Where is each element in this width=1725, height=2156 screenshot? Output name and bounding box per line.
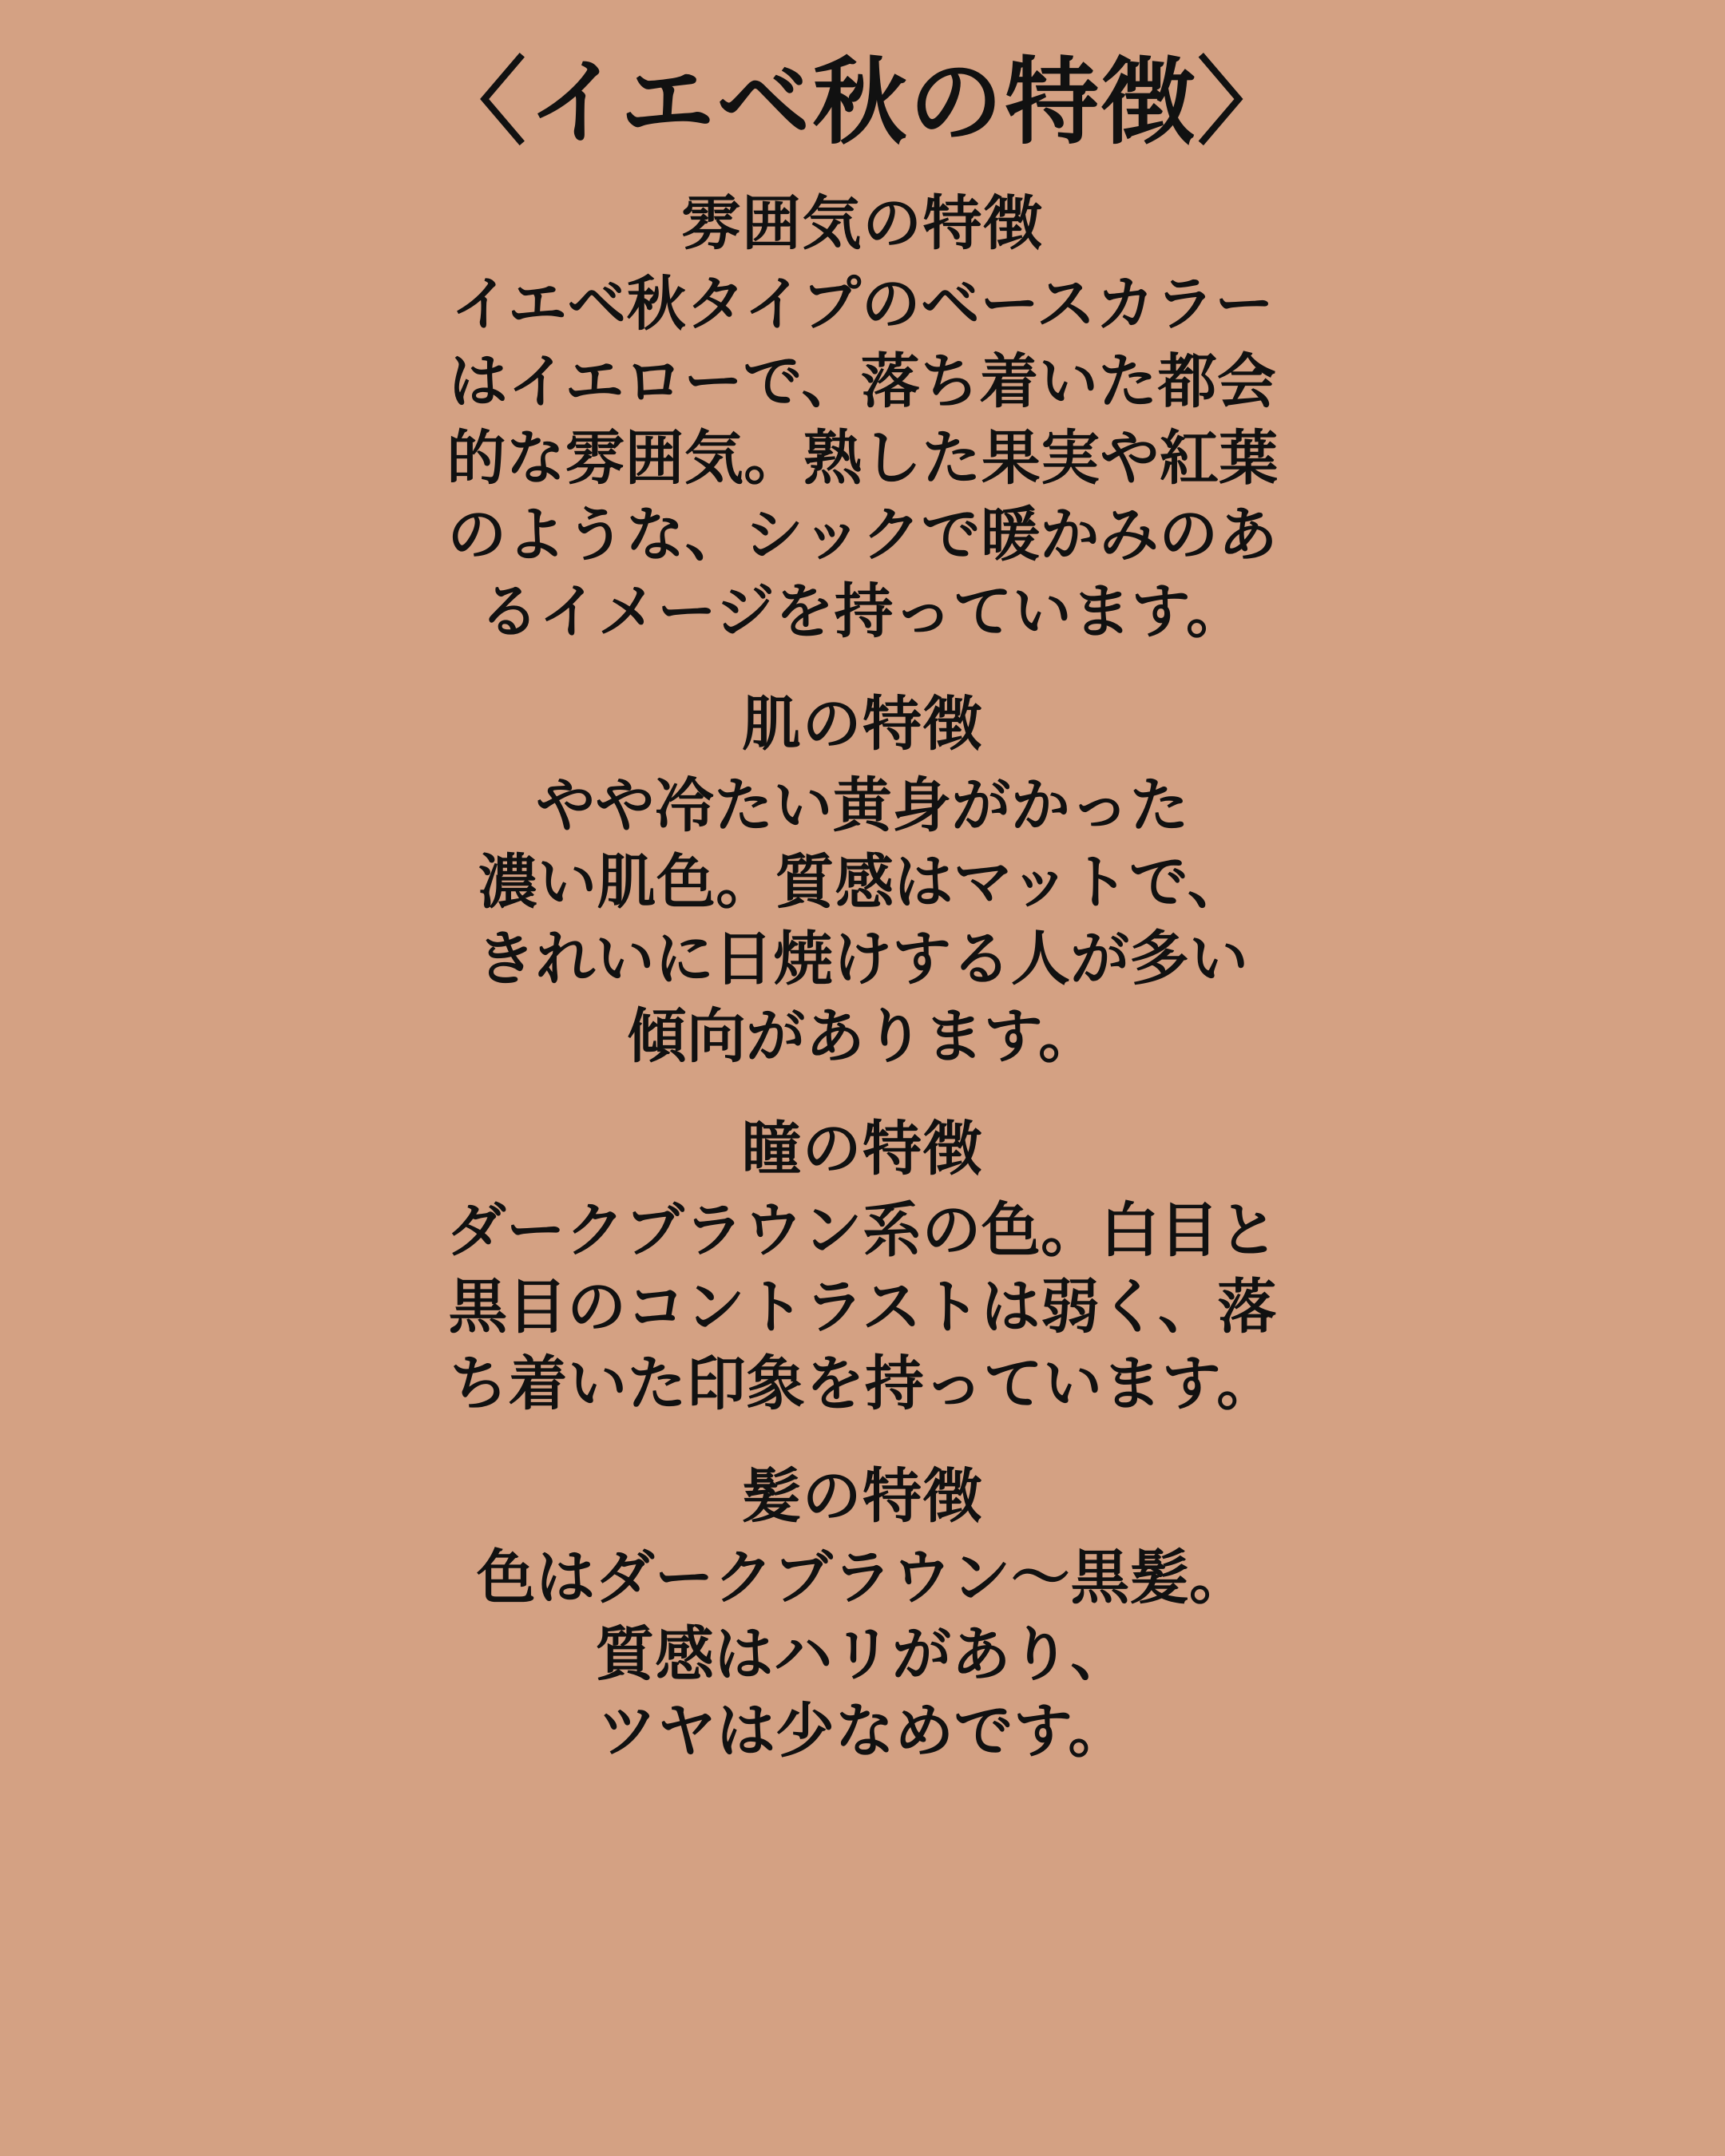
section-hair bbox=[295, 1460, 1430, 1770]
body-line: きれいに日焼けする人が多い bbox=[476, 927, 1249, 993]
body-line: はイエローで、落ち着いた都会 bbox=[448, 349, 1277, 415]
section-heading-atmosphere: 雰囲気の特徴 bbox=[681, 191, 1044, 257]
body-line: 濃い肌色。質感はマットで、 bbox=[478, 850, 1247, 917]
body-line: やや冷たい黄身がかった bbox=[535, 774, 1190, 840]
body-line: のような、シックで暖かみのあ bbox=[447, 502, 1278, 569]
section-eyes bbox=[295, 1112, 1430, 1423]
body-line: イエベ秋タイプのベースカラー bbox=[450, 272, 1275, 339]
section-atmosphere bbox=[295, 187, 1430, 652]
section-skin bbox=[295, 688, 1430, 1075]
page-title: 〈イエベ秋の特徴〉 bbox=[431, 51, 1294, 156]
body-line: 的な雰囲気。熟した果実や紅葉 bbox=[446, 426, 1279, 492]
section-body-skin bbox=[295, 768, 1430, 1076]
section-body-hair bbox=[295, 1540, 1430, 1771]
section-heading-hair: 髪の特徴 bbox=[742, 1464, 983, 1531]
body-line: ダークブラウン系の色。白目と bbox=[446, 1198, 1279, 1264]
body-line: 黒目のコントラストは弱く、落 bbox=[448, 1274, 1277, 1341]
body-line: ち着いた印象を持っています。 bbox=[449, 1351, 1276, 1417]
body-line: 傾向があります。 bbox=[627, 1004, 1098, 1070]
body-line: 色はダークブラウン〜黒髪。 bbox=[476, 1545, 1249, 1611]
section-heading-skin: 肌の特徴 bbox=[742, 692, 983, 759]
section-body-atmosphere bbox=[295, 267, 1430, 651]
body-line: 質感はハリがあり、 bbox=[595, 1623, 1130, 1688]
section-heading-eyes: 瞳の特徴 bbox=[742, 1116, 983, 1183]
body-line: ツヤは少なめです。 bbox=[597, 1699, 1128, 1766]
body-line: るイメージを持っています。 bbox=[479, 580, 1246, 646]
section-body-eyes bbox=[295, 1193, 1430, 1424]
